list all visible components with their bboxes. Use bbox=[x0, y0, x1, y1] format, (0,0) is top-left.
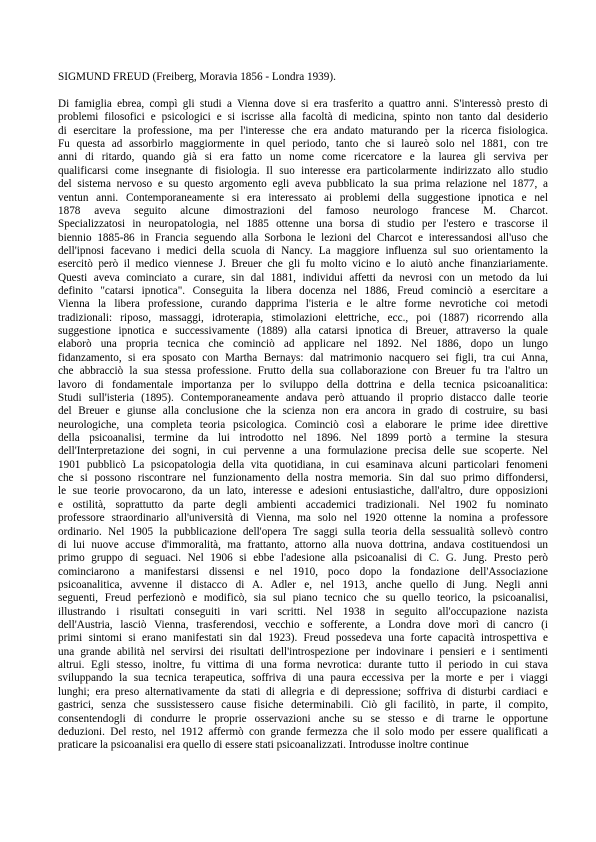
body-text-line: ventun anni. Contemporaneamente si era interessato ai problemi della suggestione ipnotica e nel bbox=[58, 191, 548, 204]
body-text-line: lavoro di fondamentale importanza per lo sviluppo della dottrina e della tecnica psicoanalitica: bbox=[58, 378, 548, 391]
body-text-line: deduzioni. Del resto, nel 1912 affermò con grande fermezza che il solo modo per essere qualificati a bbox=[58, 725, 548, 738]
body-text-line: esercitò però il medico viennese J. Breuer che gli fu molto vicino e lo aiutò anche finanziariamente. bbox=[58, 258, 548, 271]
body-text-line: primo gruppo di seguaci. Nel 1906 si ebbe l'adesione alla psicoanalisi di C. G. Jung. Presto però bbox=[58, 552, 548, 565]
body-text-line: dell'Interpretazione dei sogni, in cui pervenne a una formulazione precisa delle sue scoperte. Nel bbox=[58, 445, 548, 458]
body-text-line: di lui nuove accuse d'immoralità, ma frattanto, attorno alla nuova dottrina, andava costituendosi un bbox=[58, 538, 548, 551]
body-text-line: fidanzamento, si era sposato con Martha Bernays: dal matrimonio nacquero sei figli, tra cui Anna, bbox=[58, 351, 548, 364]
body-text-line: professore straordinario all'università di Vienna, ma solo nel 1920 ottenne la nomina a professore bbox=[58, 512, 548, 525]
body-text-line: lunghi; era preso alternativamente da stati di allegria e di depressione; soffriva di disturbi cardiaci e bbox=[58, 685, 548, 698]
document-body bbox=[58, 98, 548, 753]
body-text-line: seguenti, Freud perfezionò e modificò, sia sul piano tecnico che su quello teorico, la psicoanalisi, bbox=[58, 592, 548, 605]
body-text-line: e ostilità, soprattutto da parte degli ambienti accademici tradizionali. Nel 1902 fu nominato bbox=[58, 498, 548, 511]
body-text-line: anni di ritardo, quando già si era fatto un nome come ricercatore e la laurea gli serviva per bbox=[58, 151, 548, 164]
body-text-line: Specializzatosi in neuropatologia, nel 1885 ottenne una borsa di studio per l'estero e trascorse il bbox=[58, 218, 548, 231]
body-text-line: una grande abilità nel servirsi dei risultati dell'introspezione per indovinare i pensieri e i sentimenti bbox=[58, 645, 548, 658]
body-text-line: del sistema nervoso e su questo argomento egli aveva pubblicato la sua prima relazione nel 1877, a bbox=[58, 178, 548, 191]
body-text-line: problemi filosofici e psicologici e si iscrisse alla facoltà di medicina, spinto non tanto dal desiderio bbox=[58, 111, 548, 124]
body-text-line: della psicoanalisi, termine da lui introdotto nel 1896. Nel 1899 portò a termine la stesura bbox=[58, 431, 548, 444]
body-text-line: elaborò una propria tecnica che cominciò ad applicare nel 1892. Nel 1886, dopo un lungo bbox=[58, 338, 548, 351]
body-text-line: neurologiche, una completa teoria psicologica. Cominciò così a elaborare le prime idee direttive bbox=[58, 418, 548, 431]
body-text-line: psicoanalitica, avvenne il distacco di A. Adler e, nel 1913, anche quello di Jung. Negli anni bbox=[58, 578, 548, 591]
body-text-line: 1878 aveva seguito alcune dimostrazioni del famoso neurologo francese M. Charcot. bbox=[58, 204, 548, 217]
body-text-line: di esercitare la professione, ma per l'interesse che era andato maturando per la ricerca fisiologica. bbox=[58, 124, 548, 137]
body-text-line: che abbracciò la sua stessa professione. Frutto della sua collaborazione con Breuer fu tra l'altro un bbox=[58, 365, 548, 378]
body-text-line: ordinario. Nel 1905 la pubblicazione dell'opera Tre saggi sulla teoria della sessualità sollevò contro bbox=[58, 525, 548, 538]
body-text-line: Questi aveva cominciato a curare, sin dal 1881, individui affetti da nevrosi con un metodo da lui bbox=[58, 271, 548, 284]
body-text-line: Fu questa ad assorbirlo maggiormente in quel periodo, tanto che si laureò solo nel 1881, con tre bbox=[58, 138, 548, 151]
body-text-line: Studi sull'isteria (1895). Contemporaneamente andava però attuando il proprio distacco dalle teorie bbox=[58, 391, 548, 404]
body-text-line: Vienna la libera professione, curando dapprima l'isteria e le altre forme nevrotiche coi metodi bbox=[58, 298, 548, 311]
body-text-line: consentendogli di condurre le proprie osservazioni anche su se stesso e di trarne le opportune bbox=[58, 712, 548, 725]
body-text-line: dell'ipnosi facevano i medici della scuola di Nancy. La maggiore influenza sul suo orientamento la bbox=[58, 244, 548, 257]
document-title: SIGMUND FREUD (Freiberg, Moravia 1856 - Londra 1939). bbox=[58, 71, 336, 83]
body-text-line: sviluppando la sua tecnica terapeutica, soffriva di una paura eccessiva per la morte e per i viaggi bbox=[58, 672, 548, 685]
body-text-line: 1901 pubblicò La psicopatologia della vita quotidiana, in cui esaminava alcuni particolari fenomeni bbox=[58, 458, 548, 471]
body-text-line: che si possono riscontrare nel funzionamento della nostra memoria. Sin dal suo primo diffondersi, bbox=[58, 472, 548, 485]
body-text-line: qualificarsi come insegnante di fisiologia. Il suo interesse era particolarmente indirizzato allo studio bbox=[58, 164, 548, 177]
body-text-line: dell'Austria, lasciò Vienna, trasferendosi, vecchio e sofferente, a Londra dove morì di cancro (i bbox=[58, 619, 548, 632]
body-text-line: le sue teorie provocarono, da un lato, interesse e adesioni entusiastiche, dall'altro, dure opposizioni bbox=[58, 485, 548, 498]
body-text-line: suggestione ipnotica e successivamente (1889) alla catarsi ipnotica di Breuer, attraverso la quale bbox=[58, 325, 548, 338]
body-text-line: biennio 1885-86 in Francia seguendo alla Sorbona le lezioni del Charcot e interessandosi all'uso che bbox=[58, 231, 548, 244]
body-text-line: cominciarono a manifestarsi dissensi e nel 1910, poco dopo la fondazione dell'Associazione bbox=[58, 565, 548, 578]
body-text-line: altrui. Egli stesso, inoltre, fu vittima di una forma nevrotica: durante tutto il periodo in cui stava bbox=[58, 659, 548, 672]
body-text-line: illustrando i risultati conseguiti in vari scritti. Nel 1938 in seguito all'occupazione nazista bbox=[58, 605, 548, 618]
body-text-line: definito "catarsi ipnotica". Conseguita la libera docenza nel 1886, Freud cominciò a esercitare a bbox=[58, 285, 548, 298]
body-text-line: Di famiglia ebrea, compì gli studi a Vienna dove si era trasferito a quattro anni. S'interessò presto di bbox=[58, 98, 548, 110]
body-text-line: primi sintomi si erano manifestati sin dal 1923). Freud possedeva una forte capacità introspettiva e bbox=[58, 632, 548, 645]
body-text-line: gastrici, senza che sussistessero cause fisiche determinabili. Ciò gli facilitò, in parte, il compito, bbox=[58, 699, 548, 712]
body-text-line: tradizionali: riposo, massaggi, idroterapia, stimolazioni elettriche, ecc., poi (1887) ricorrendo alla bbox=[58, 311, 548, 324]
body-text-line: del Breuer e giunse alla conclusione che la scienza non era ancora in grado di costruire, su basi bbox=[58, 405, 548, 418]
body-text-line: praticare la psicoanalisi era quello di essere stati psicoanalizzati. Introdusse inoltre continue bbox=[58, 739, 469, 752]
